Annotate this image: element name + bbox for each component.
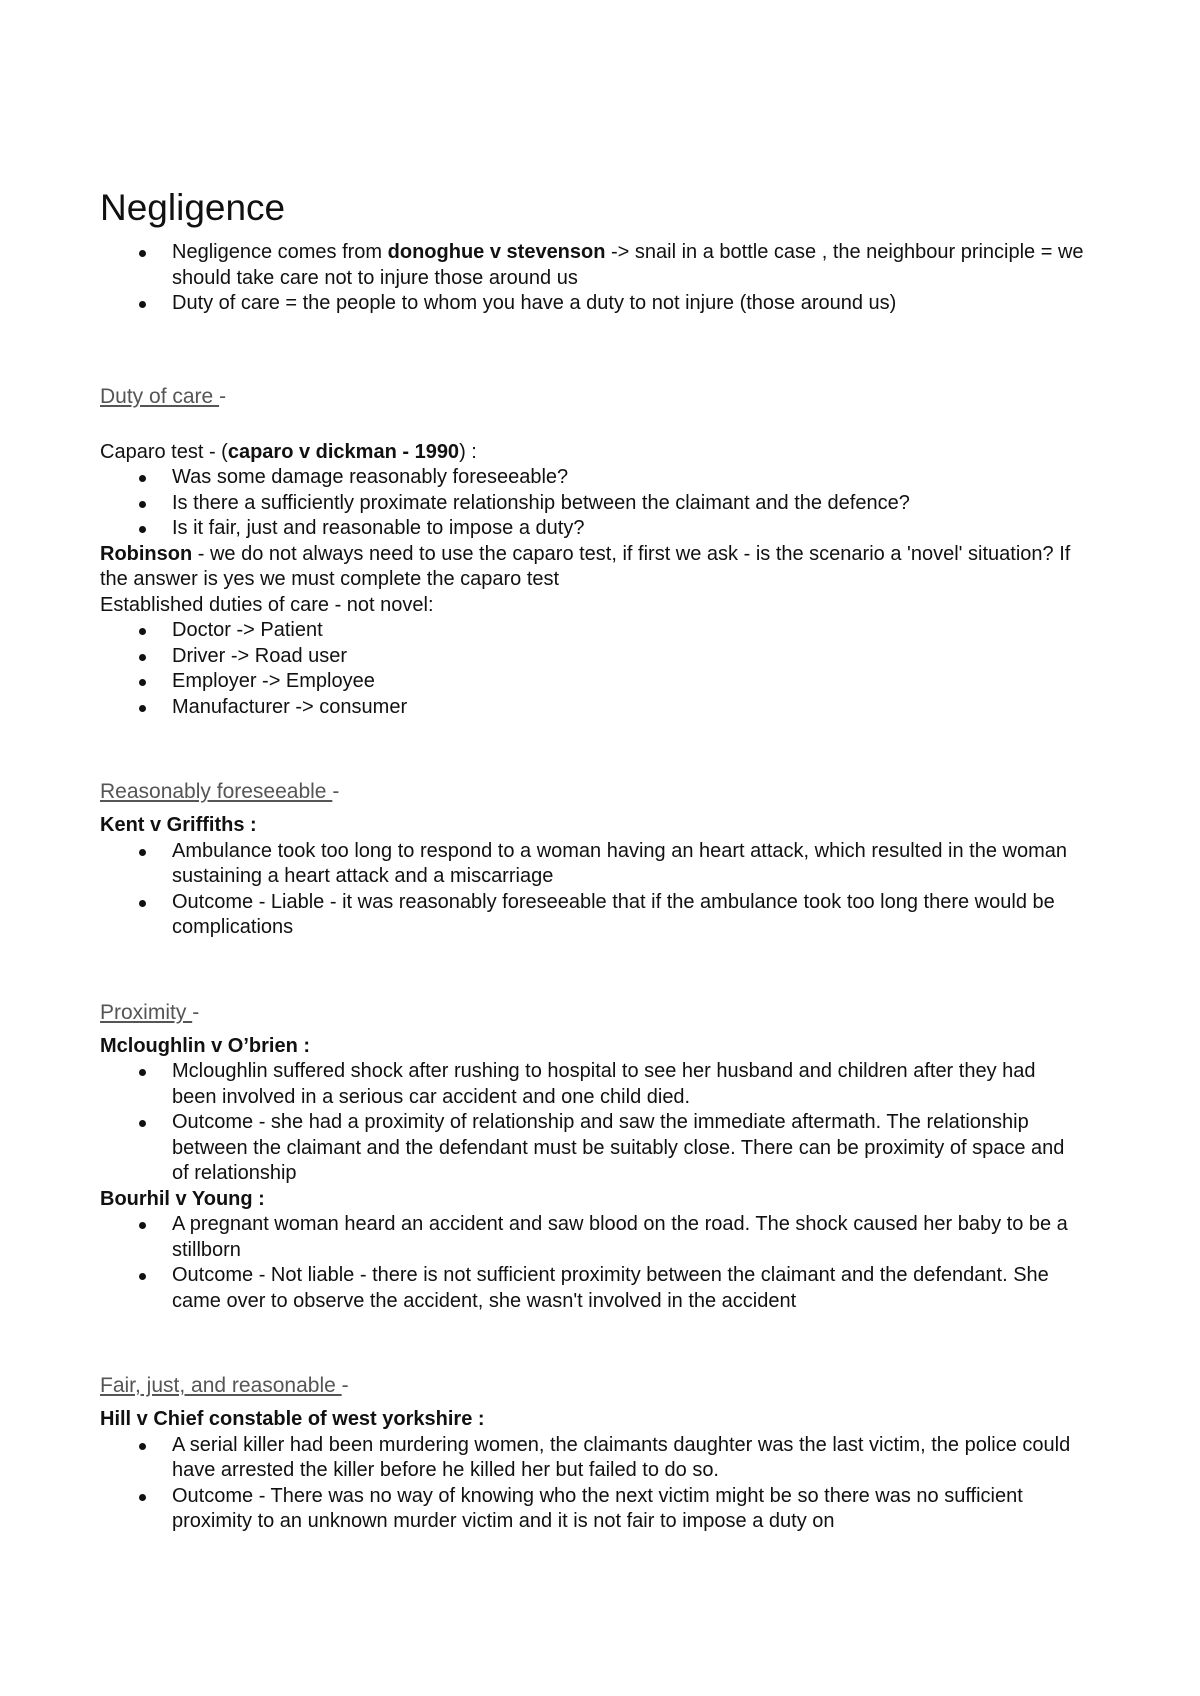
document-content <box>100 186 1085 1535</box>
list-item: Is it fair, just and reasonable to impose a duty? <box>100 516 1085 542</box>
case-points-list <box>100 1433 1085 1535</box>
established-duties-line: Established duties of care - not novel: <box>100 593 434 616</box>
case-points-list <box>100 1212 1085 1314</box>
list-item: Was some damage reasonably foreseeable? <box>100 465 1085 491</box>
list-item: Manufacturer -> consumer <box>100 695 1085 721</box>
list-item: Ambulance took too long to respond to a woman having an heart attack, which resulted in the woman sustaining a heart attack and a miscarriage <box>100 839 1085 890</box>
case-title: Mcloughlin v O’brien : <box>100 1034 310 1057</box>
list-item: A serial killer had been murdering women, the claimants daughter was the last victim, the police could have arrested the killer before he killed her but failed to do so. <box>100 1433 1085 1484</box>
list-item: Driver -> Road user <box>100 644 1085 670</box>
case-title: Hill v Chief constable of west yorkshire : <box>100 1408 485 1430</box>
case-points-list <box>100 1059 1085 1187</box>
list-item: Outcome - There was no way of knowing who the next victim might be so there was no sufficient proximity to an unknown murder victim and it is not fair to impose a duty on <box>100 1484 1085 1535</box>
section-heading-fair: Fair, just, and reasonable - <box>100 1374 349 1397</box>
case-points-list <box>100 839 1085 941</box>
case-title: Bourhil v Young : <box>100 1187 265 1210</box>
caparo-test-line: Caparo test - (caparo v dickman - 1990) : <box>100 440 477 463</box>
list-item: Employer -> Employee <box>100 669 1085 695</box>
section-heading-proximity: Proximity - <box>100 1000 200 1024</box>
robinson-paragraph: Robinson - we do not always need to use the caparo test, if first we ask - is the scenario a 'novel' situation? If the answer is yes we must complete the caparo test <box>100 542 1071 590</box>
list-item: Outcome - Liable - it was reasonably foreseeable that if the ambulance took too long there would be complications <box>100 890 1085 941</box>
section-heading-foreseeable: Reasonably foreseeable - <box>100 780 340 803</box>
list-item: Mcloughlin suffered shock after rushing to hospital to see her husband and children after they had been involved in a serious car accident and one child died. <box>100 1059 1085 1110</box>
caparo-questions-list <box>100 465 1085 542</box>
case-title: Kent v Griffiths : <box>100 814 257 836</box>
list-item: A pregnant woman heard an accident and saw blood on the road. The shock caused her baby to be a stillborn <box>100 1212 1085 1263</box>
established-duties-list <box>100 618 1085 720</box>
list-item: Negligence comes from donoghue v stevenson -> snail in a bottle case , the neighbour principle = we should take care not to injure those around us <box>100 240 1085 291</box>
list-item: Outcome - Not liable - there is not sufficient proximity between the claimant and the defendant. She came over to observe the accident, she wasn't involved in the accident <box>100 1263 1085 1314</box>
list-item: Duty of care = the people to whom you have a duty to not injure (those around us) <box>100 291 1085 317</box>
section-heading-duty: Duty of care - <box>100 384 227 408</box>
list-item: Is there a sufficiently proximate relationship between the claimant and the defence? <box>100 491 1085 517</box>
page-title: Negligence <box>100 187 286 228</box>
list-item: Doctor -> Patient <box>100 618 1085 644</box>
intro-list <box>100 240 1085 317</box>
list-item: Outcome - she had a proximity of relationship and saw the immediate aftermath. The relationship between the claimant and the defendant must be suitably close. There can be proximity of space and of relationship <box>100 1110 1085 1187</box>
